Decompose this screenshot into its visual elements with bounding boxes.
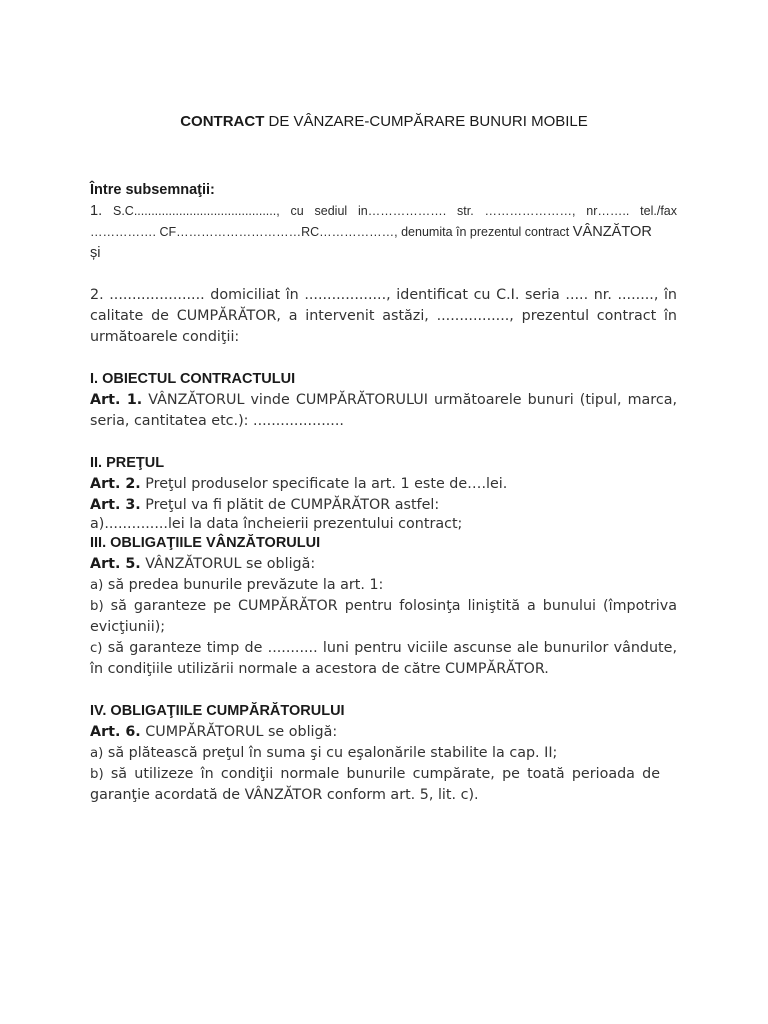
- art6-item-b: [90, 764, 660, 806]
- intro-heading: Între subsemnaţii:: [90, 182, 215, 198]
- item-a-text: să predea bunurile prevăzute la art. 1:: [103, 577, 384, 593]
- spacer: [90, 432, 677, 453]
- section1-heading: I. OBIECTUL CONTRACTULUI: [90, 371, 296, 387]
- section4-heading: IV. OBLIGAŢIILE CUMPĂRĂTORULUI: [90, 703, 345, 719]
- party1-text: S.C........................................., cu sediul in………………. str. …………………, nr…….. tel./fax ……………. CF…………………………RC………………, denumita în prezentul contract: [90, 204, 677, 239]
- article-1: [90, 390, 677, 432]
- art6-item-a: [90, 743, 677, 764]
- item-b-text: să garanteze pe CUMPĂRĂTOR pentru folosinţa liniştită a bunului (împotriva evicţiunii);: [90, 598, 677, 635]
- spacer: [90, 348, 677, 369]
- item-a-label: a): [90, 578, 104, 593]
- section3-heading: III. OBLIGAŢIILE VÂNZĂTORULUI: [90, 535, 321, 551]
- spacer: [90, 680, 677, 701]
- article-6: [90, 722, 677, 743]
- party1-tail: și: [90, 245, 101, 261]
- item-b-text: să utilizeze în condiţii normale bunurile cumpărate, pe toată perioada de garanţie acordată de VÂNZĂTOR conform art. 5, lit. c).: [90, 766, 660, 803]
- contract-body: [90, 180, 677, 806]
- art2-text: Preţul produselor specificate la art. 1 este de….lei.: [140, 476, 508, 492]
- item-c-text: să garanteze timp de ........... luni pentru viciile ascunse ale bunurilor vândute, în condiţiile utilizării normale a acestora de către CUMPĂRĂTOR.: [90, 640, 677, 677]
- article-5: [90, 554, 677, 575]
- party1-role: VÂNZĂTOR: [572, 224, 652, 240]
- art5-label: Art. 5.: [90, 556, 141, 572]
- item-b-label: b): [90, 767, 104, 782]
- party1-paragraph: [90, 201, 677, 264]
- item-c-label: c): [90, 641, 103, 656]
- spacer: [90, 264, 677, 285]
- art6-label: Art. 6.: [90, 724, 141, 740]
- party1-number: 1.: [90, 203, 103, 219]
- title-rest: DE VÂNZARE-CUMPĂRARE BUNURI MOBILE: [264, 113, 588, 130]
- art2-label: Art. 2.: [90, 476, 141, 492]
- article-2: [90, 474, 677, 495]
- party2-paragraph: 2. ..................... domiciliat în .................., identificat cu C.I. seria ..... nr. ........, în calitate de CUMPĂRĂTOR, a intervenit astăzi, ................, prezentul contract în următoarele condiţii:: [90, 287, 677, 345]
- art5-text: VÂNZĂTORUL se obligă:: [140, 556, 316, 572]
- art3-item-a: a)..............lei la data încheierii prezentului contract;: [90, 516, 463, 532]
- item-a-text: să plătească preţul în suma şi cu eşalonările stabilite la cap. II;: [103, 745, 558, 761]
- art5-item-c: [90, 638, 677, 680]
- art1-text: VÂNZĂTORUL vinde CUMPĂRĂTORULUI următoarele bunuri (tipul, marca, seria, cantitatea etc.): ....................: [90, 392, 678, 429]
- title-bold: CONTRACT: [180, 113, 265, 130]
- section2-heading: II. PREŢUL: [90, 455, 165, 471]
- art6-text: CUMPĂRĂTORUL se obligă:: [140, 724, 338, 740]
- item-a-label: a): [90, 746, 104, 761]
- contract-title: [0, 113, 768, 130]
- art1-label: Art. 1.: [90, 392, 143, 408]
- art3-label: Art. 3.: [90, 497, 141, 513]
- item-b-label: b): [90, 599, 104, 614]
- art3-text: Preţul va fi plătit de CUMPĂRĂTOR astfel:: [140, 497, 440, 513]
- article-3: [90, 495, 677, 516]
- art5-item-b: [90, 596, 677, 638]
- art5-item-a: [90, 575, 677, 596]
